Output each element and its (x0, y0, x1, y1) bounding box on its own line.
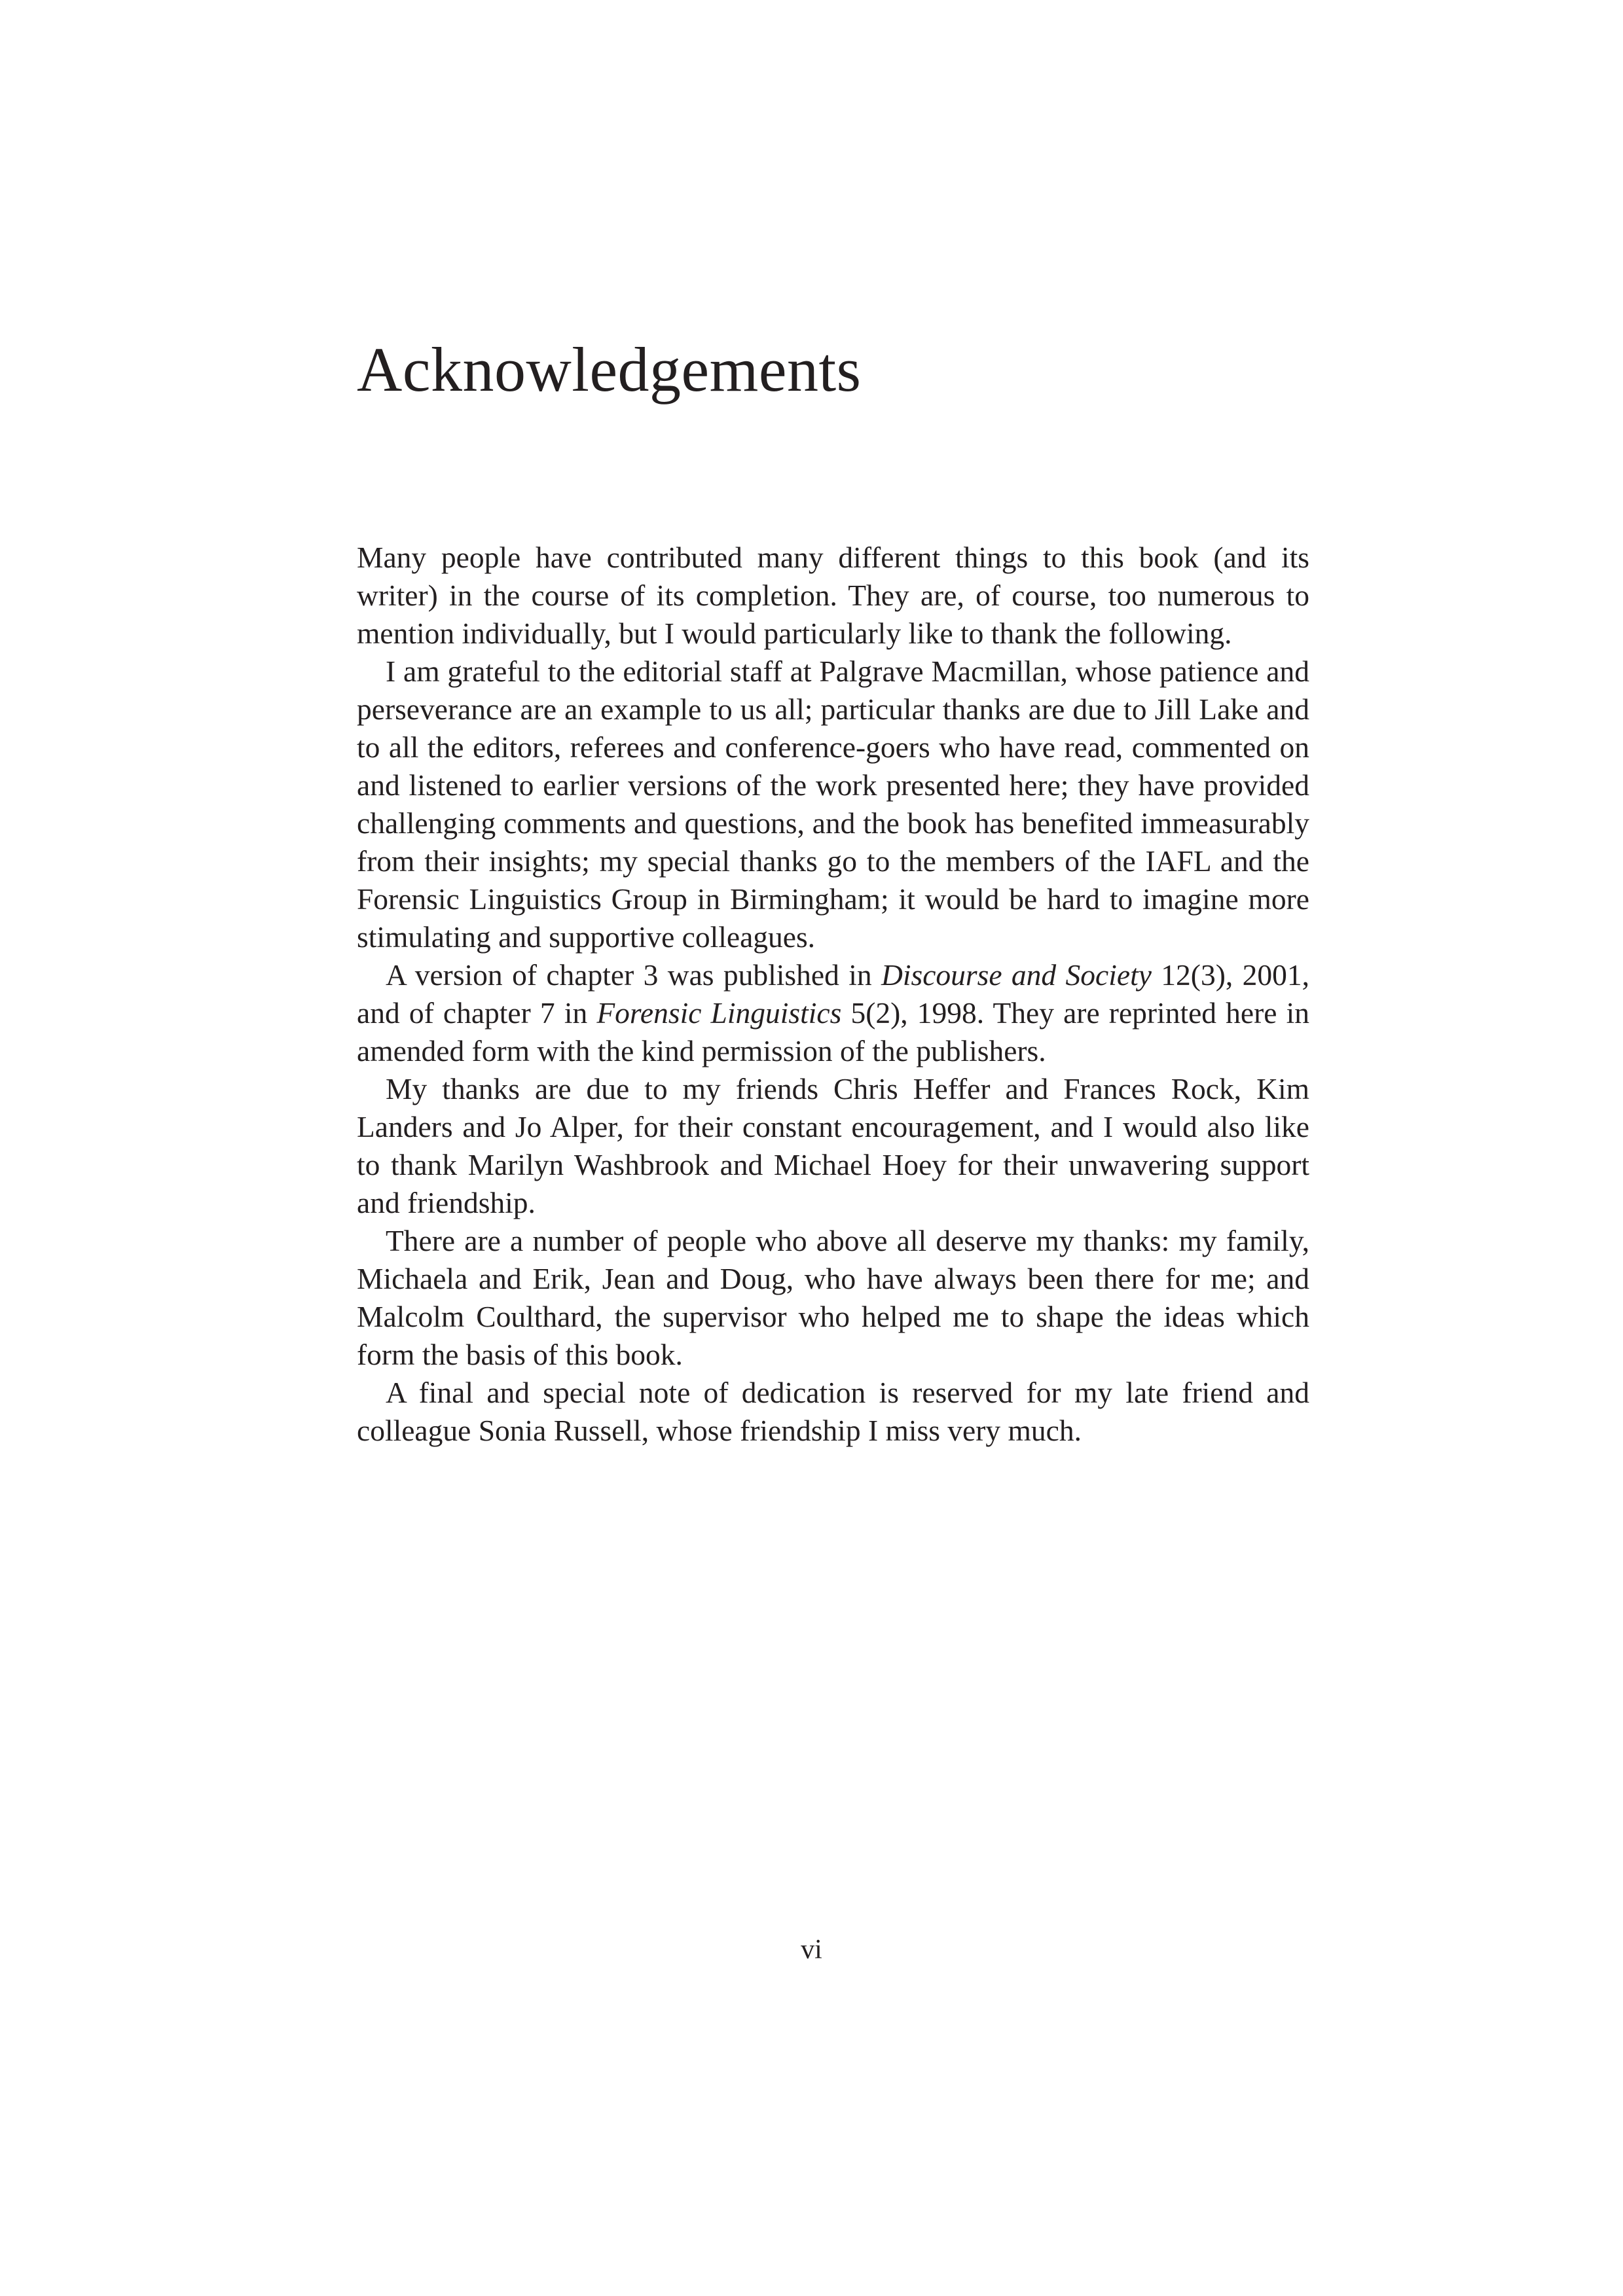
paragraph-intro: Many people have contributed many different things to this book (and its writer) in the course of its completion. They are, of course, too numerous to mention individually, but I would particularly like to thank the following. (357, 541, 1309, 650)
publication-note-text: 12(3), 2001, and of chapter 7 in (357, 958, 1309, 1030)
publication-note-text: 5(2), 1998. They are reprinted here in amended form with the kind permission of the publishers. (357, 996, 1310, 1067)
paragraph-editorial-thanks: I am grateful to the editorial staff at Palgrave Macmillan, whose patience and perseverance are an example to us all; particular thanks are due to Jill Lake and to all the editors, referees and conference-goers who have read, commented on and listened to earlier versions of the work presented here; they have provided challenging comments and questions, and the book has benefited immeasurably from their insights; my special thanks go to the members of the IAFL and the Forensic Linguistics Group in Birmingham; it would be hard to imagine more stimulating and supportive colleagues. (357, 655, 1309, 954)
publication-note-text: A version of chapter 3 was published in (386, 958, 881, 992)
page-number: vi (801, 1935, 822, 1965)
acknowledgements-body (357, 539, 1309, 1450)
paragraph-family-thanks: There are a number of people who above all deserve my thanks: my family, Michaela and Erik, Jean and Doug, who have always been there for me; and Malcolm Coulthard, the supervisor who helped me to shape the ideas which form the basis of this book. (357, 1224, 1309, 1371)
journal-title: Forensic Linguistics (596, 996, 842, 1030)
paragraph-friends-thanks: My thanks are due to my friends Chris Heffer and Frances Rock, Kim Landers and Jo Alper, for their constant encouragement, and I would also like to thank Marilyn Washbrook and Michael Hoey for their unwavering support and friendship. (357, 1072, 1309, 1219)
paragraph-dedication: A final and special note of dedication is reserved for my late friend and colleague Sonia Russell, whose friendship I miss very much. (357, 1376, 1309, 1447)
page-title: Acknowledgements (357, 334, 862, 404)
journal-title: Discourse and Society (881, 958, 1152, 992)
paragraph-publication-note (357, 956, 1309, 1070)
